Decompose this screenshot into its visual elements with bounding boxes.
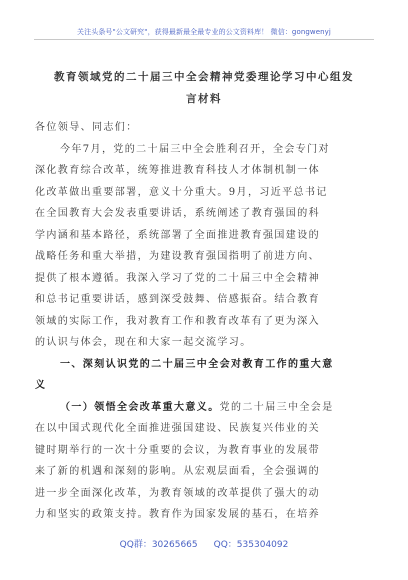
- document-title-line-1: 教育领域党的二十届三中全会精神党委理论学习中心组发: [54, 71, 354, 83]
- paragraph-1-line: 的认识与体会，现在和大家一起交流学习。: [35, 337, 252, 348]
- paragraph-2-first-line-text: 党的二十届三中全会是: [219, 402, 334, 413]
- paragraph-1-line: 和总书记重要讲话，感到深受鼓舞、倍感振奋。结合教育: [35, 294, 320, 305]
- section-1-heading-line-2: 义: [35, 380, 47, 391]
- paragraph-1-line: 领域的实际工作，我对教育工作和教育改革有了更为深入: [35, 316, 320, 327]
- paragraph-2-line: 在以中国式现代化全面推进强国建设、民族复兴伟业的关: [35, 423, 320, 434]
- document-title-line-2: 言材料: [186, 93, 222, 105]
- paragraph-2-first-line: [60, 401, 334, 415]
- paragraph-1-line: 提供了根本遵循。我深入学习了党的二十届三中全会精神: [35, 273, 320, 284]
- paragraph-1-line: 化改革做出重要部署，意义十分重大。9月，习近平总书记: [35, 187, 328, 198]
- paragraph-1-line: 在全国教育大会发表重要讲话，系统阐述了教育强国的科: [35, 208, 320, 219]
- contact-footer: [0, 537, 408, 550]
- header-divider: [34, 39, 374, 40]
- subsection-1-heading: （一）领悟全会改革重大意义。: [60, 402, 220, 413]
- paragraph-2-line: 键时期举行的一次十分重要的会议，为教育事业的发展带: [35, 445, 320, 456]
- paragraph-1-line: 今年7月，党的二十届三中全会胜利召开，全会专门对: [60, 144, 330, 155]
- paragraph-1-line: 深化教育综合改革，统筹推进教育科技人才体制机制一体: [35, 165, 320, 176]
- paragraph-2-line: 来了新的机遇和深刻的影响。从宏观层面看，全会强调的: [35, 466, 320, 477]
- qq-group-number: QQ群：30265665: [119, 540, 198, 550]
- paragraph-2-line: 进一步全面深化改革，为教育领域的改革提供了强大的动: [35, 488, 320, 499]
- paragraph-1-line: 战略任务和重大举措，为建设教育强国指明了前进方向、: [35, 251, 320, 262]
- greeting: 各位领导、同志们：: [35, 122, 138, 133]
- qq-number: QQ：535304092: [213, 540, 289, 550]
- paragraph-1-line: 学内涵和基本路径，系统部署了全面推进教育强国建设的: [35, 230, 320, 241]
- section-1-heading-line-1: 一、深刻认识党的二十届三中全会对教育工作的重大意: [60, 359, 334, 370]
- paragraph-2-line: 力和坚实的政策支持。教育作为国家发展的基石，在培养: [35, 509, 320, 520]
- promo-header: 关注头条号"公文研究"，获得最新最全最专业的公文资料库！ 微信：gongwenyj: [77, 28, 331, 36]
